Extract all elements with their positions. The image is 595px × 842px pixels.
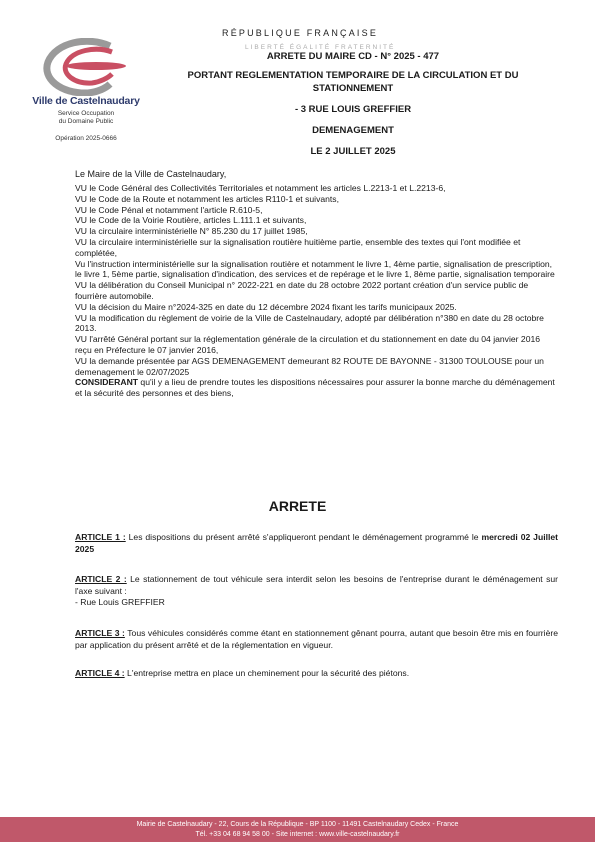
arrete-object: DEMENAGEMENT [312, 125, 394, 136]
visa-item: VU le Code Pénal et notamment l'article R.610-5, [75, 204, 263, 215]
article-label: ARTICLE 2 : [75, 574, 127, 584]
footer-address: Mairie de Castelnaudary - 22, Cours de la République - BP 1100 - 11491 Castelnaudary Cedex - France [136, 821, 459, 828]
visa-item: VU la circulaire interministérielle sur la signalisation routière huitième partie, ensemble des textes qui l'ont modifiée et complétée, [75, 236, 521, 258]
considerant-text: qu'il y a lieu de prendre toutes les dispositions nécessaires pour assurer la bonne marche du déménagement et la sécurité des personnes et des biens, [75, 377, 555, 399]
faint-motto: LIBERTÉ ÉGALITÉ FRATERNITÉ [245, 44, 396, 51]
service-label [27, 110, 145, 126]
visas-list [75, 183, 559, 399]
arrete-heading: ARRETE [268, 498, 327, 514]
article-text: L'entreprise mettra en place un cheminement pour la sécurité des piétons. [124, 668, 410, 678]
subject-line-2: STATIONNEMENT [312, 83, 394, 94]
visa-item: VU le Code Général des Collectivités Territoriales et notamment les articles L.2213-1 et L.2213-6, [75, 183, 446, 193]
article-date: mercredi 02 Juillet 2025 [75, 532, 558, 554]
article-4 [75, 668, 558, 680]
visa-item: VU le Code de la Voirie Routière, articles L.111.1 et suivants, [75, 215, 307, 226]
visa-item: VU l'arrêté Général portant sur la réglementation générale de la circulation et du stationnement en date du 04 janvier 2016 reçu en Préfecture le 07 janvier 2016, [75, 334, 541, 355]
article-label: ARTICLE 3 : [75, 628, 125, 638]
visa-item: VU le Code de la Route et notamment les articles R110-1 et suivants, [75, 193, 339, 204]
subject-line-1: PORTANT REGLEMENTATION TEMPORAIRE DE LA CIRCULATION ET DU [187, 70, 519, 81]
visa-item: VU la délibération du Conseil Municipal n° 2022-221 en date du 28 octobre 2022 portant création d'un service public de fourrière automobile. [75, 280, 529, 301]
visa-item: VU la demande présentée par AGS DEMENAGEMENT demeurant 82 ROUTE DE BAYONNE - 31300 TOULOUSE pour un demenagement le 02/07/2025 [75, 355, 544, 377]
considerant-label: CONSIDERANT [75, 377, 139, 388]
visa-item: VU la modification du règlement de voirie de la Ville de Castelnaudary, adopté par délibération n°380 en date du 28 octobre 2013. [75, 312, 544, 334]
city-name: Ville de Castelnaudary [32, 95, 140, 107]
article-text: Le stationnement de tout véhicule sera interdit selon les besoins de l'entreprise durant le déménagement sur l'axe suivant : [75, 574, 559, 596]
operation-number: Opération 2025-0666 [55, 135, 117, 142]
article-2 [75, 574, 558, 609]
considerant [75, 377, 559, 399]
service-line-2: du Domaine Public [58, 118, 114, 125]
article-label: ARTICLE 4 : [75, 668, 125, 678]
service-line-1: Service Occupation [57, 110, 115, 117]
article-street: - Rue Louis GREFFIER [75, 597, 165, 607]
republique-header: RÉPUBLIQUE FRANÇAISE [222, 28, 379, 38]
article-1 [75, 532, 558, 555]
arrete-date: LE 2 JUILLET 2025 [310, 146, 396, 157]
article-text: Les dispositions du présent arrêté s'appliqueront pendant le déménagement programmé le [125, 532, 482, 542]
arrete-subject [160, 69, 546, 95]
footer-contact: Tél. +33 04 68 94 58 00 - Site internet : www.ville-castelnaudary.fr [195, 830, 400, 838]
page-footer [0, 817, 595, 842]
article-label: ARTICLE 1 : [75, 532, 126, 542]
arrete-reference: ARRETE DU MAIRE CD - N° 2025 - 477 [266, 51, 440, 62]
article-text: Tous véhicules considérés comme étant en stationnement gênant pourra, autant que besoin être mis en fourrière par application du présent arrêté et de la réglementation en vigueur. [75, 628, 558, 650]
article-3 [75, 628, 558, 651]
maire-intro: Le Maire de la Ville de Castelnaudary, [75, 169, 227, 179]
visa-item: Vu l'instruction interministérielle sur la signalisation routière et notamment le livre 1, 4ème partie, signalisation de prescription, le livre 1, 5ème partie, signalisation d'indication, des services et de repérage et le livre 1, 8ème partie, signalisation temporaire [75, 258, 555, 280]
visa-item: VU la décision du Maire n°2024-325 en date du 12 décembre 2024 fixant les tarifs municipaux 2025. [75, 301, 457, 312]
visa-item: VU la circulaire interministérielle N° 85.230 du 17 juillet 1985, [75, 226, 308, 237]
city-logo [38, 38, 138, 96]
arrete-address: - 3 RUE LOUIS GREFFIER [294, 104, 412, 115]
